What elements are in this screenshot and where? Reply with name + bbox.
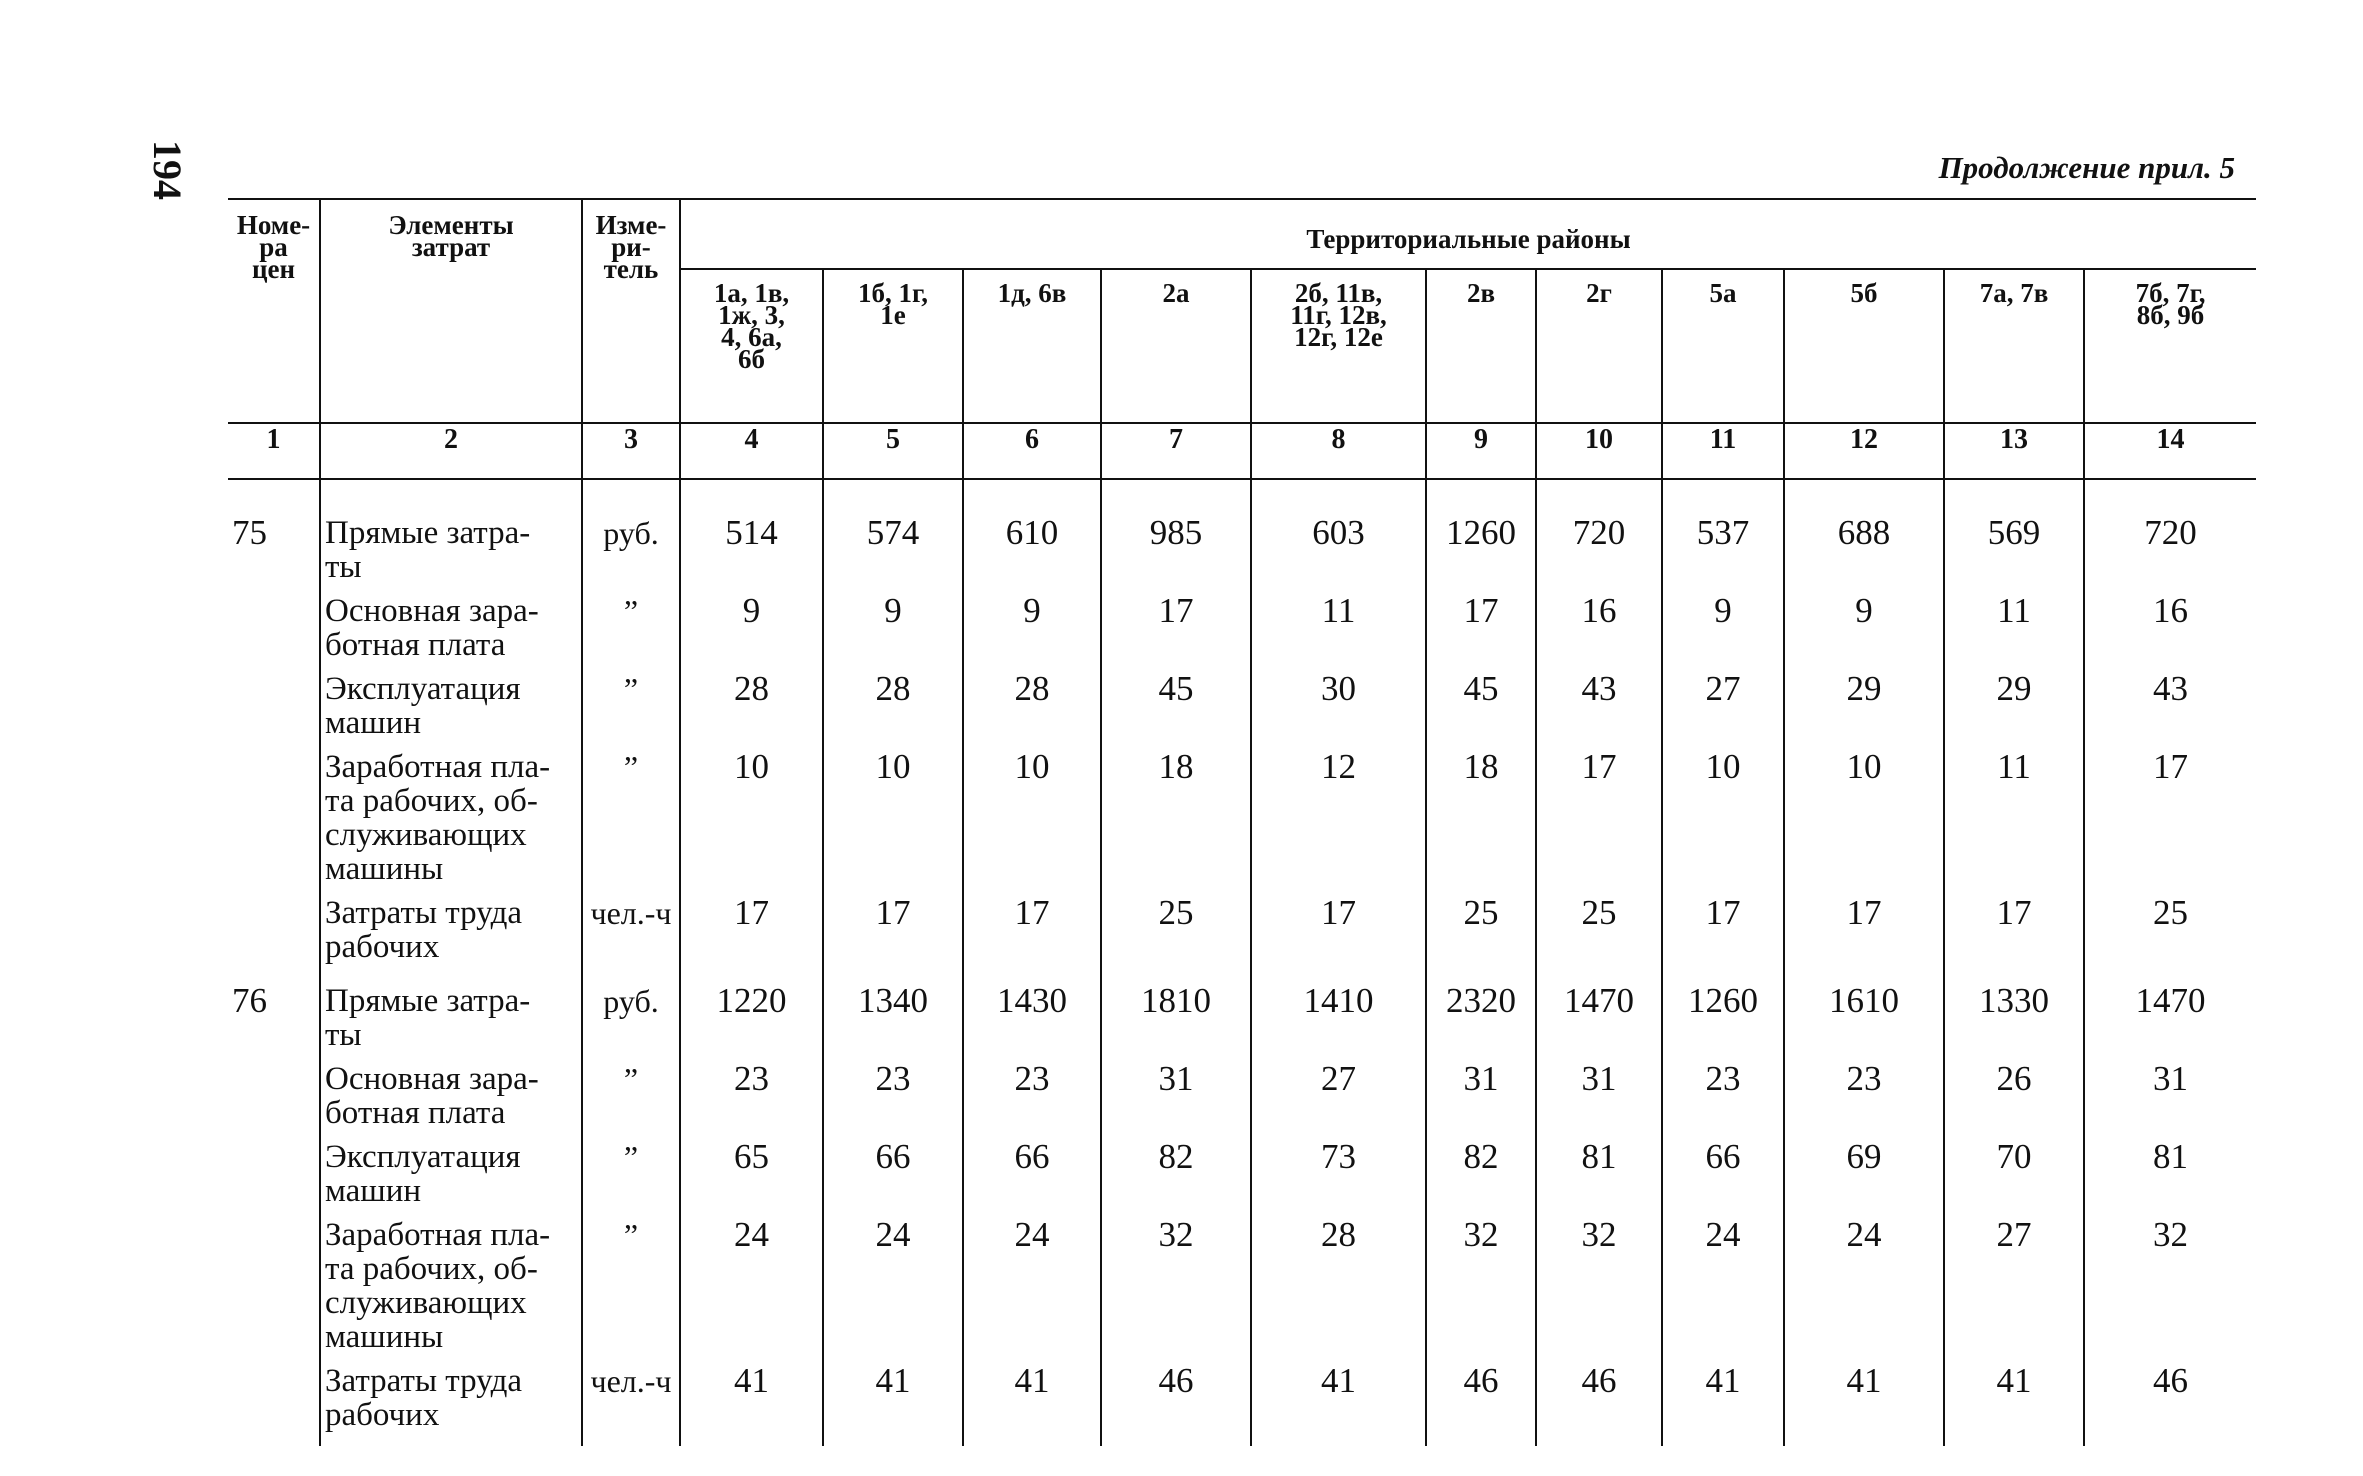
cell-value: 24 [963,1208,1101,1354]
cell-value: 31 [1536,1052,1662,1130]
cell-value: 46 [2084,1354,2256,1432]
price-code [228,1052,320,1130]
cell-value: 41 [963,1354,1101,1432]
price-code [228,662,320,740]
cell-value: 688 [1784,506,1944,584]
price-code [228,1208,320,1354]
header-region: 2г [1536,269,1662,423]
cost-element: Заработная пла- та рабочих, об- служивающих машины [320,1208,582,1354]
cell-value: 9 [680,584,823,662]
column-number: 12 [1784,423,1944,479]
cell-value: 31 [1426,1052,1536,1130]
cell-value: 32 [1536,1208,1662,1354]
cell-value: 17 [1536,740,1662,886]
cell-value: 43 [2084,662,2256,740]
cell-value: 18 [1426,740,1536,886]
cell-value: 23 [1662,1052,1784,1130]
cell-value: 41 [1662,1354,1784,1432]
unit-of-measure: ” [582,740,680,886]
cell-value: 23 [963,1052,1101,1130]
cell-value: 82 [1101,1130,1251,1208]
table-row [228,1052,2256,1130]
column-number: 10 [1536,423,1662,479]
cell-value: 25 [1536,886,1662,964]
cell-value: 27 [1662,662,1784,740]
cell-value: 1430 [963,964,1101,1052]
cell-value: 17 [1944,886,2084,964]
cost-element: Прямые затра- ты [320,506,582,584]
header-region: 1д, 6в [963,269,1101,423]
cell-value: 24 [680,1208,823,1354]
cell-value: 73 [1251,1130,1426,1208]
header-region: 2б, 11в, 11г, 12в, 12г, 12е [1251,269,1426,423]
cell-value: 17 [1251,886,1426,964]
cost-element: Эксплуатация машин [320,1130,582,1208]
cell-value: 28 [1251,1208,1426,1354]
cell-value: 1330 [1944,964,2084,1052]
cell-value: 10 [680,740,823,886]
cell-value: 41 [1784,1354,1944,1432]
cell-value: 45 [1426,662,1536,740]
cell-value: 1470 [2084,964,2256,1052]
cell-value: 25 [1101,886,1251,964]
cell-value: 82 [1426,1130,1536,1208]
cell-value: 23 [823,1052,963,1130]
header-region: 5б [1784,269,1944,423]
cell-value: 24 [823,1208,963,1354]
cell-value: 985 [1101,506,1251,584]
cell-value: 18 [1101,740,1251,886]
cell-value: 45 [1101,662,1251,740]
cost-element: Эксплуатация машин [320,662,582,740]
cost-element: Заработная пла- та рабочих, об- служивающих машины [320,740,582,886]
price-code [228,740,320,886]
column-number: 4 [680,423,823,479]
unit-of-measure: чел.-ч [582,1354,680,1432]
cell-value: 81 [2084,1130,2256,1208]
cell-value: 603 [1251,506,1426,584]
cell-value: 41 [680,1354,823,1432]
table-row [228,740,2256,886]
continuation-label: Продолжение прил. 5 [1938,150,2235,185]
cell-value: 28 [823,662,963,740]
cell-value: 10 [1784,740,1944,886]
cell-value: 28 [680,662,823,740]
unit-of-measure: ” [582,1052,680,1130]
price-code: 75 [232,513,267,552]
unit-of-measure: ” [582,1208,680,1354]
cell-value: 41 [1944,1354,2084,1432]
cell-value: 569 [1944,506,2084,584]
cell-value: 12 [1251,740,1426,886]
cell-value: 25 [1426,886,1536,964]
cell-value: 574 [823,506,963,584]
cell-value: 17 [2084,740,2256,886]
column-number: 6 [963,423,1101,479]
cell-value: 46 [1536,1354,1662,1432]
cell-value: 29 [1944,662,2084,740]
unit-of-measure: руб. [582,506,680,584]
cell-value: 29 [1784,662,1944,740]
cell-value: 514 [680,506,823,584]
cell-value: 1810 [1101,964,1251,1052]
cell-value: 11 [1944,740,2084,886]
cell-value: 23 [680,1052,823,1130]
column-number: 3 [582,423,680,479]
cell-value: 66 [823,1130,963,1208]
cell-value: 46 [1426,1354,1536,1432]
price-code [228,886,320,964]
cell-value: 720 [2084,506,2256,584]
cost-table [228,198,2256,1446]
table-row [228,506,2256,584]
table-row [228,1208,2256,1354]
cell-value: 17 [1662,886,1784,964]
cell-value: 69 [1784,1130,1944,1208]
cell-value: 16 [2084,584,2256,662]
unit-of-measure: чел.-ч [582,886,680,964]
cell-value: 17 [680,886,823,964]
cost-element: Основная зара- ботная плата [320,1052,582,1130]
cell-value: 32 [1426,1208,1536,1354]
cell-value: 1340 [823,964,963,1052]
cell-value: 1610 [1784,964,1944,1052]
header-element: Элементы затрат [320,199,582,423]
cell-value: 537 [1662,506,1784,584]
cell-value: 720 [1536,506,1662,584]
table-row [228,584,2256,662]
cell-value: 32 [2084,1208,2256,1354]
header-region: 1б, 1г, 1е [823,269,963,423]
unit-of-measure: ” [582,584,680,662]
cell-value: 1410 [1251,964,1426,1052]
cell-value: 9 [823,584,963,662]
table-row [228,1354,2256,1432]
cost-element: Затраты труда рабочих [320,1354,582,1432]
cell-value: 28 [963,662,1101,740]
header-region: 2в [1426,269,1536,423]
cell-value: 9 [963,584,1101,662]
cost-element: Затраты труда рабочих [320,886,582,964]
header-unit: Изме- ри- тель [582,199,680,423]
table-row [228,1130,2256,1208]
cell-value: 41 [823,1354,963,1432]
header-region: 7б, 7г, 8б, 9б [2084,269,2256,423]
cost-element: Основная зара- ботная плата [320,584,582,662]
cell-value: 610 [963,506,1101,584]
cell-value: 9 [1784,584,1944,662]
column-number: 9 [1426,423,1536,479]
price-code [228,1354,320,1432]
header-region: 5а [1662,269,1784,423]
cell-value: 25 [2084,886,2256,964]
cell-value: 10 [1662,740,1784,886]
header-region: 2а [1101,269,1251,423]
cell-value: 1260 [1426,506,1536,584]
cell-value: 2320 [1426,964,1536,1052]
cell-value: 16 [1536,584,1662,662]
cell-value: 81 [1536,1130,1662,1208]
cell-value: 1220 [680,964,823,1052]
table-row [228,662,2256,740]
price-code: 76 [232,981,267,1020]
cell-value: 31 [1101,1052,1251,1130]
table-row [228,886,2256,964]
header-code: Номе- ра цен [228,199,320,423]
cell-value: 17 [1426,584,1536,662]
cell-value: 65 [680,1130,823,1208]
cell-value: 66 [1662,1130,1784,1208]
price-code [228,584,320,662]
price-code [228,1130,320,1208]
cell-value: 30 [1251,662,1426,740]
cell-value: 41 [1251,1354,1426,1432]
unit-of-measure: ” [582,662,680,740]
cell-value: 10 [823,740,963,886]
cell-value: 32 [1101,1208,1251,1354]
column-number: 11 [1662,423,1784,479]
cell-value: 70 [1944,1130,2084,1208]
header-regions-group: Территориальные районы [680,199,2256,269]
cell-value: 11 [1944,584,2084,662]
cell-value: 27 [1944,1208,2084,1354]
column-number: 14 [2084,423,2256,479]
cell-value: 17 [1784,886,1944,964]
header-region: 1а, 1в, 1ж, 3, 4, 6а, 6б [680,269,823,423]
cell-value: 66 [963,1130,1101,1208]
cell-value: 46 [1101,1354,1251,1432]
cell-value: 1260 [1662,964,1784,1052]
cell-value: 17 [1101,584,1251,662]
page-number: 194 [145,140,191,200]
end-spacer-row [228,1432,2256,1446]
column-number: 1 [228,423,320,479]
cell-value: 9 [1662,584,1784,662]
column-number: 8 [1251,423,1426,479]
table-row [228,964,2256,1052]
cell-value: 23 [1784,1052,1944,1130]
spacer-row [228,479,2256,506]
column-number: 7 [1101,423,1251,479]
column-number: 2 [320,423,582,479]
cell-value: 24 [1784,1208,1944,1354]
column-number: 13 [1944,423,2084,479]
cell-value: 31 [2084,1052,2256,1130]
cost-element: Прямые затра- ты [320,964,582,1052]
cell-value: 24 [1662,1208,1784,1354]
cell-value: 1470 [1536,964,1662,1052]
cell-value: 27 [1251,1052,1426,1130]
cell-value: 26 [1944,1052,2084,1130]
cell-value: 10 [963,740,1101,886]
cell-value: 43 [1536,662,1662,740]
cell-value: 17 [963,886,1101,964]
cell-value: 11 [1251,584,1426,662]
cell-value: 17 [823,886,963,964]
column-number: 5 [823,423,963,479]
header-region: 7а, 7в [1944,269,2084,423]
unit-of-measure: ” [582,1130,680,1208]
unit-of-measure: руб. [582,964,680,1052]
